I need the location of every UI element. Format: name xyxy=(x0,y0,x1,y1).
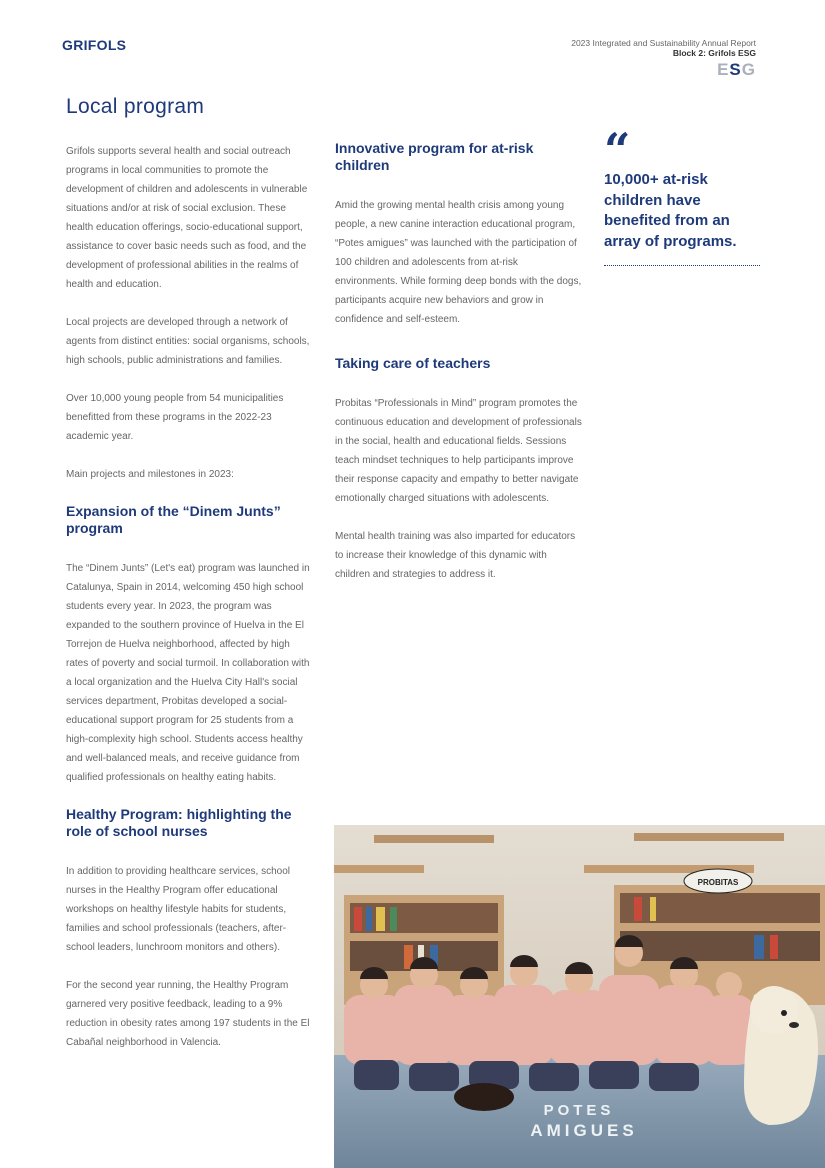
mental-health-training-paragraph: Mental health training was also imparted for educators to increase their knowledge of this dynamic with children and strategies to address it. xyxy=(335,531,576,580)
healthy-program-heading: Healthy Program: highlighting the role of school nurses xyxy=(66,806,292,839)
pull-quote xyxy=(604,123,760,266)
professionals-in-mind-paragraph: Probitas “Professionals in Mind” program promotes the continuous education and development of professionals in the social, health and educational fields. Sessions teach mindset techniques to help participants improve their response capacity and empathy to better navigate emotionally charged situations with adolescents. xyxy=(335,398,582,504)
potes-amigues-paragraph: Amid the growing mental health crisis among young people, a new canine interaction educational program, “Potes amigues” was launched with the participation of 100 children and adolescents from at-risk environments. While forming deep bonds with the dogs, participants acquire new behaviors and grow in confidence and self-esteem. xyxy=(335,200,582,325)
photo-caption-line1: POTES xyxy=(543,1102,615,1119)
esg-mark xyxy=(571,60,756,80)
page-title: Local program xyxy=(66,95,205,118)
beneficiaries-paragraph: Over 10,000 young people from 54 municipalities benefitted from these programs in the 2022-23 academic year. xyxy=(66,393,284,442)
intro-paragraph: Grifols supports several health and social outreach programs in local communities to promote the development of children and adolescents in vulnerable situations and/or at risk of social exclusion. These health education offerings, socio-educational support, assistance to cover basic needs such as food, and the development of professional abilities in the realms of health and education. xyxy=(66,146,308,290)
report-header xyxy=(571,38,756,80)
report-title: 2023 Integrated and Sustainability Annual Report xyxy=(571,38,756,48)
dinem-junts-heading: Expansion of the “Dinem Junts” program xyxy=(66,503,281,536)
network-paragraph: Local projects are developed through a network of agents from distinct entities: social organisms, schools, high schools, public administrations and families. xyxy=(66,317,310,366)
middle-column xyxy=(335,140,583,603)
probitas-badge: PROBITAS xyxy=(697,878,739,887)
quote-text: 10,000+ at-risk children have benefited from an array of programs. xyxy=(604,171,737,250)
grifols-logo: GRIFOLS xyxy=(62,37,127,53)
left-column xyxy=(66,142,314,1071)
milestones-intro: Main projects and milestones in 2023: xyxy=(66,469,234,480)
esg-e: E xyxy=(717,60,730,79)
photo-caption-line2: AMIGUES xyxy=(530,1121,638,1140)
esg-s: S xyxy=(729,60,742,79)
school-nurses-paragraph: In addition to providing healthcare services, school nurses in the Healthy Program offer educational workshops on healthy lifestyle habits for students, families and school professionals (teachers, after-school leaders, lunchroom monitors and others). xyxy=(66,866,291,953)
dinem-junts-paragraph: The “Dinem Junts” (Let's eat) program was launched in Catalunya, Spain in 2014, welcoming 450 high school students every year. In 2023, the program was expanded to the southern province of Huelva in the El Torrejon de Huelva neighborhood, affected by high rates of poverty and social turmoil. In collaboration with a local organization and the Huelva City Hall's social services department, Probitas developed a social-educational support program for 25 students from a high-complexity high school. Students access healthy and well-balanced meals, and receive guidance from qualified professionals on healthy eating habits. xyxy=(66,563,310,783)
at-risk-heading: Innovative program for at-risk children xyxy=(335,140,534,173)
block-label: Block 2: Grifols ESG xyxy=(672,48,756,58)
classroom-photo xyxy=(334,825,825,1168)
teachers-heading: Taking care of teachers xyxy=(335,355,491,371)
quote-divider xyxy=(604,265,760,266)
quote-mark-icon: “ xyxy=(604,123,631,177)
healthy-results-paragraph: For the second year running, the Healthy Program garnered very positive feedback, leading to a 9% reduction in obesity rates among 197 students in the El Cabañal neighborhood in Valencia. xyxy=(66,980,310,1048)
esg-g: G xyxy=(741,60,756,79)
